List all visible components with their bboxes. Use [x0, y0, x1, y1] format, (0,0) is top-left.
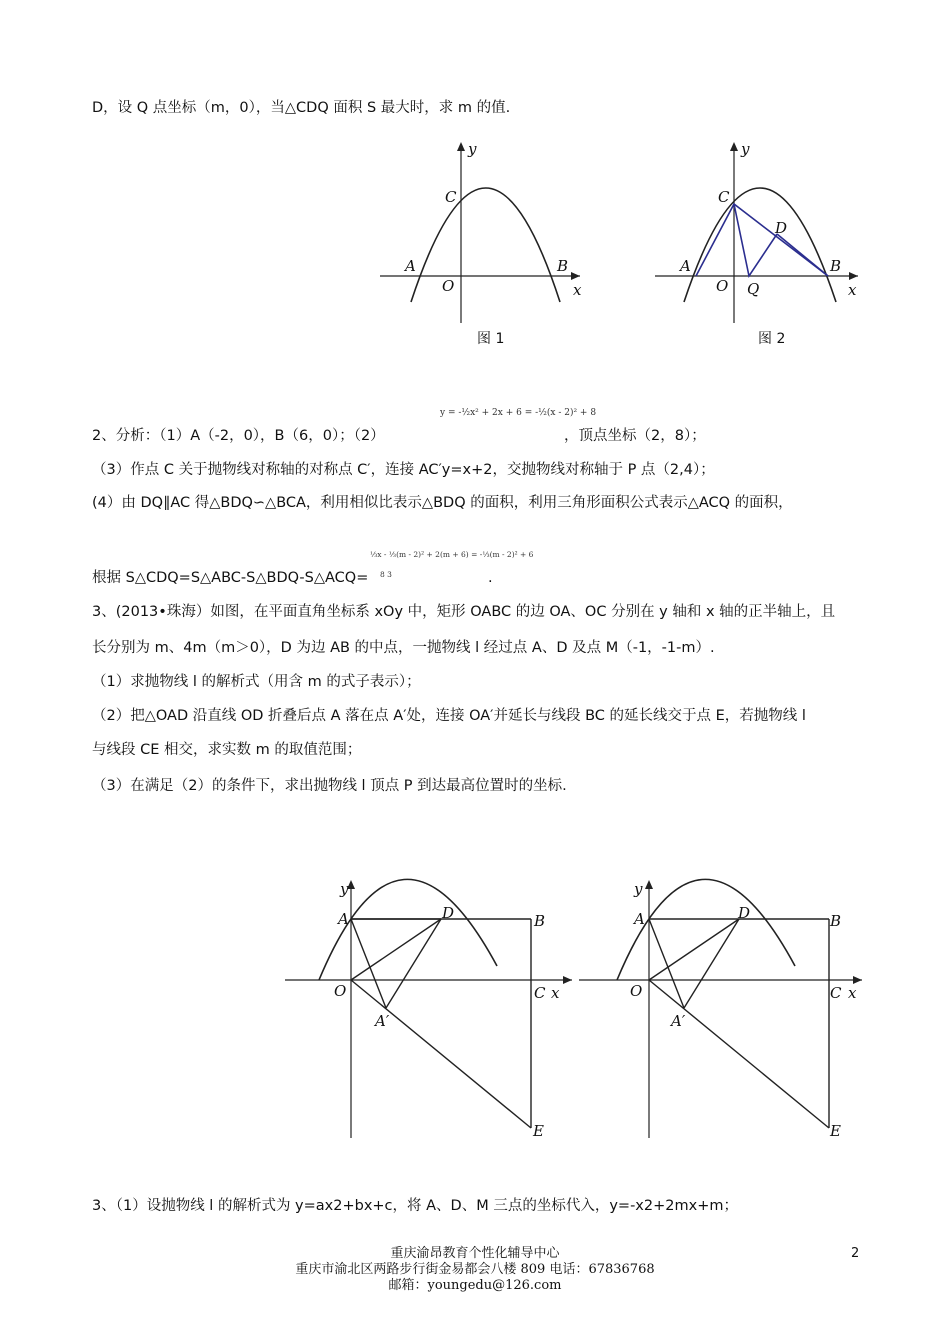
- point-c-label: C: [534, 984, 546, 1002]
- formula-2-top: ⅓x - ⅓(m - 2)² + 2(m + 6) = -⅓(m - 2)² + 6: [370, 550, 534, 559]
- x-axis-label: x: [573, 281, 582, 299]
- y-axis-label: y: [340, 880, 349, 898]
- problem-3-line-2: 长分别为 m、4m（m＞0），D 为边 AB 的中点，一抛物线 l 经过点 A、D 及点 M（-1，-1-m）.: [92, 640, 715, 656]
- point-d-label: D: [775, 219, 788, 237]
- point-b-label: B: [830, 912, 842, 930]
- solution-3-part-1: 3、（1）设抛物线 l 的解析式为 y=ax2+bx+c，将 A、D、M 三点的坐标代入，y=-x2+2mx+m；: [92, 1198, 738, 1214]
- point-a-label: A: [338, 910, 349, 928]
- figure-4-rectangle-parabola: [574, 876, 869, 1146]
- point-e-label: E: [830, 1122, 841, 1140]
- footer-email: 邮箱：youngedu@126.com: [388, 1278, 562, 1293]
- problem-3-part-2a: （2）把△OAD 沿直线 OD 折叠后点 A 落在点 A′处，连接 OA′并延长与线段 BC 的延长线交于点 E，若抛物线 l: [92, 708, 806, 724]
- problem-text-line-1: D，设 Q 点坐标（m，0），当△CDQ 面积 S 最大时，求 m 的值.: [92, 100, 511, 116]
- point-a-prime-label: A′: [671, 1012, 686, 1030]
- analysis-line-2a: 2、分析：（1）A（-2，0），B（6，0）；（2）: [92, 428, 385, 444]
- figure-1-caption: 图 1: [477, 331, 505, 347]
- footer-address: 重庆市渝北区两路步行街金易都会八楼 809 电话：67836768: [295, 1262, 655, 1277]
- problem-3-part-3: （3）在满足（2）的条件下，求出抛物线 l 顶点 P 到达最高位置时的坐标.: [92, 778, 567, 794]
- y-axis-label: y: [468, 140, 477, 158]
- point-c-label: C: [830, 984, 842, 1002]
- figure-3-rectangle-parabola: [280, 876, 575, 1146]
- analysis-line-5a: 根据 S△CDQ=S△ABC-S△BDQ-S△ACQ=: [92, 570, 369, 586]
- analysis-line-4: (4）由 DQ∥AC 得△BDQ∽△BCA，利用相似比表示△BDQ 的面积，利用三角形面积公式表示△ACQ 的面积，: [92, 495, 793, 511]
- formula-2-bottom: 8 3: [380, 570, 392, 579]
- point-a-label: A: [405, 257, 416, 275]
- origin-label: O: [334, 982, 347, 1000]
- point-c-label: C: [718, 188, 730, 206]
- point-c-label: C: [445, 188, 457, 206]
- point-d-label: D: [738, 904, 751, 922]
- footer-center-name: 重庆渝昂教育个性化辅导中心: [390, 1246, 560, 1261]
- analysis-line-5b: .: [488, 570, 493, 586]
- point-b-label: B: [830, 257, 842, 275]
- y-axis-label: y: [741, 140, 750, 158]
- analysis-line-2b: ，顶点坐标（2，8）；: [564, 428, 706, 444]
- point-a-prime-label: A′: [375, 1012, 390, 1030]
- point-d-label: D: [442, 904, 455, 922]
- point-a-label: A: [680, 257, 691, 275]
- point-b-label: B: [557, 257, 569, 275]
- point-a-label: A: [634, 910, 645, 928]
- problem-3-part-2b: 与线段 CE 相交，求实数 m 的取值范围；: [92, 742, 362, 758]
- x-axis-label: x: [848, 984, 857, 1002]
- figure-2-parabola-triangle: [650, 138, 870, 353]
- point-e-label: E: [533, 1122, 544, 1140]
- formula-1: y = -½x² + 2x + 6 = -½(x - 2)² + 8: [440, 408, 597, 418]
- origin-label: O: [716, 277, 729, 295]
- point-b-label: B: [534, 912, 546, 930]
- figure-1-parabola: [375, 138, 595, 353]
- point-q-label: Q: [747, 280, 760, 298]
- figure-2-caption: 图 2: [758, 331, 786, 347]
- problem-3-part-1: （1）求抛物线 l 的解析式（用含 m 的式子表示）；: [92, 674, 421, 690]
- y-axis-label: y: [634, 880, 643, 898]
- analysis-line-3: （3）作点 C 关于抛物线对称轴的对称点 C′，连接 AC′y=x+2，交抛物线对称轴于 P 点（2,4）；: [92, 462, 715, 478]
- origin-label: O: [630, 982, 643, 1000]
- origin-label: O: [442, 277, 455, 295]
- problem-3-line-1: 3、(2013•珠海）如图，在平面直角坐标系 xOy 中，矩形 OABC 的边 OA、OC 分别在 y 轴和 x 轴的正半轴上，且: [92, 604, 836, 620]
- x-axis-label: x: [551, 984, 560, 1002]
- x-axis-label: x: [848, 281, 857, 299]
- page-number: 2: [851, 1246, 860, 1261]
